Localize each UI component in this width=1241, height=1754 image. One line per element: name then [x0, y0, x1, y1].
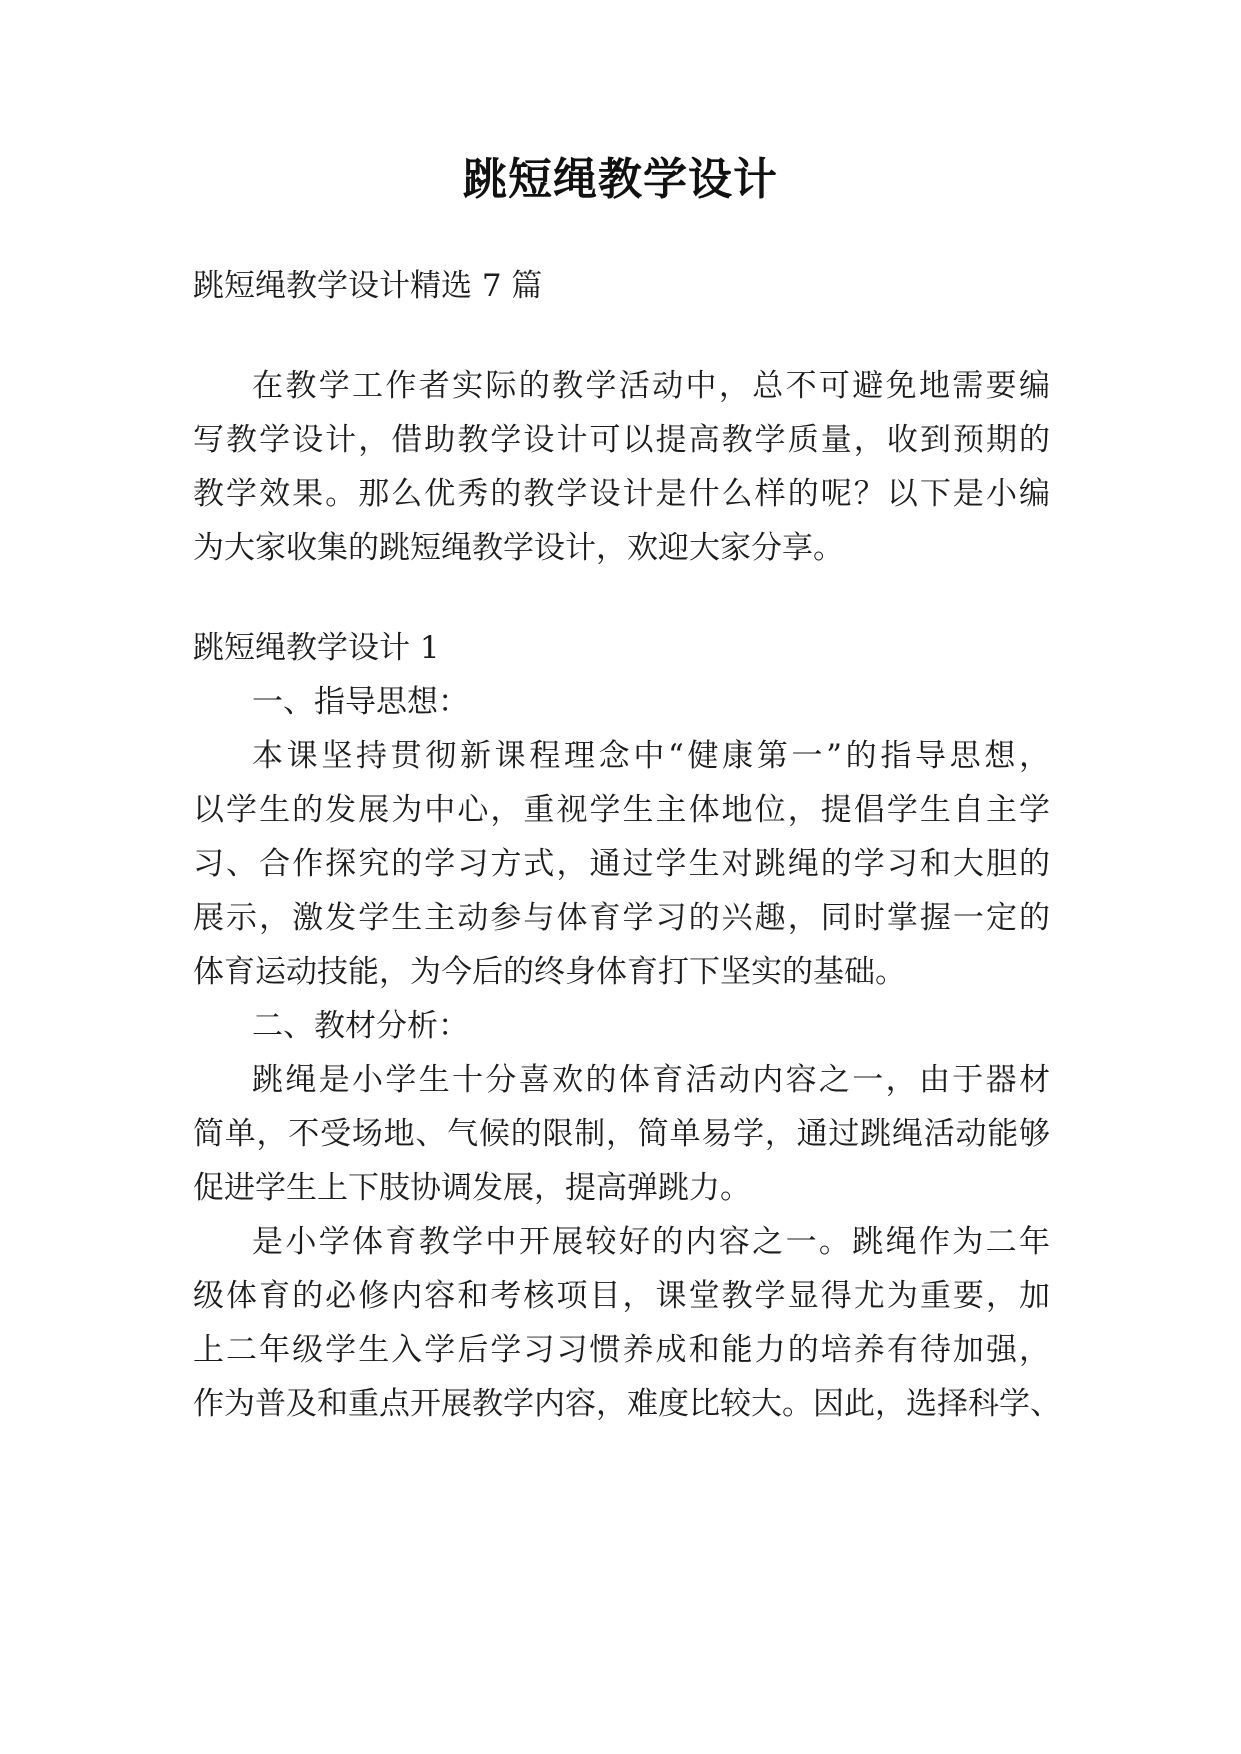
material-line: 跳绳是小学生十分喜欢的体育活动内容之一，由于器材 — [252, 1062, 1050, 1098]
document-title: 跳短绳教学设计 — [463, 154, 778, 205]
subheading-material: 二、教材分析： — [252, 1008, 469, 1044]
intro-line: 写教学设计，借助教学设计可以提高教学质量，收到预期的 — [193, 422, 1050, 458]
guiding-line: 本课坚持贯彻新课程理念中“健康第一”的指导思想， — [252, 738, 1050, 774]
intro-line: 为大家收集的跳短绳教学设计，欢迎大家分享。 — [193, 530, 844, 566]
intro-line: 在教学工作者实际的教学活动中，总不可避免地需要编 — [252, 368, 1050, 404]
material2-line: 是小学体育教学中开展较好的内容之一。跳绳作为二年 — [252, 1224, 1050, 1260]
subheading-guiding: 一、指导思想： — [252, 684, 469, 720]
material2-line: 上二年级学生入学后学习习惯养成和能力的培养有待加强， — [193, 1332, 1050, 1368]
material2-line: 作为普及和重点开展教学内容，难度比较大。因此，选择科学、 — [193, 1386, 1061, 1422]
guiding-line: 体育运动技能，为今后的终身体育打下坚实的基础。 — [193, 954, 906, 990]
material2-line: 级体育的必修内容和考核项目，课堂教学显得尤为重要，加 — [193, 1278, 1050, 1314]
intro-line: 教学效果。那么优秀的教学设计是什么样的呢？以下是小编 — [193, 476, 1050, 512]
guiding-line: 习、合作探究的学习方式，通过学生对跳绳的学习和大胆的 — [193, 846, 1050, 882]
material-line: 简单，不受场地、气候的限制，简单易学，通过跳绳活动能够 — [193, 1116, 1050, 1152]
section-heading: 跳短绳教学设计 1 — [193, 630, 440, 666]
document-subtitle: 跳短绳教学设计精选 7 篇 — [193, 268, 543, 304]
material-line: 促进学生上下肢协调发展，提高弹跳力。 — [193, 1170, 751, 1206]
guiding-line: 展示，激发学生主动参与体育学习的兴趣，同时掌握一定的 — [193, 900, 1050, 936]
guiding-line: 以学生的发展为中心，重视学生主体地位，提倡学生自主学 — [193, 792, 1050, 828]
